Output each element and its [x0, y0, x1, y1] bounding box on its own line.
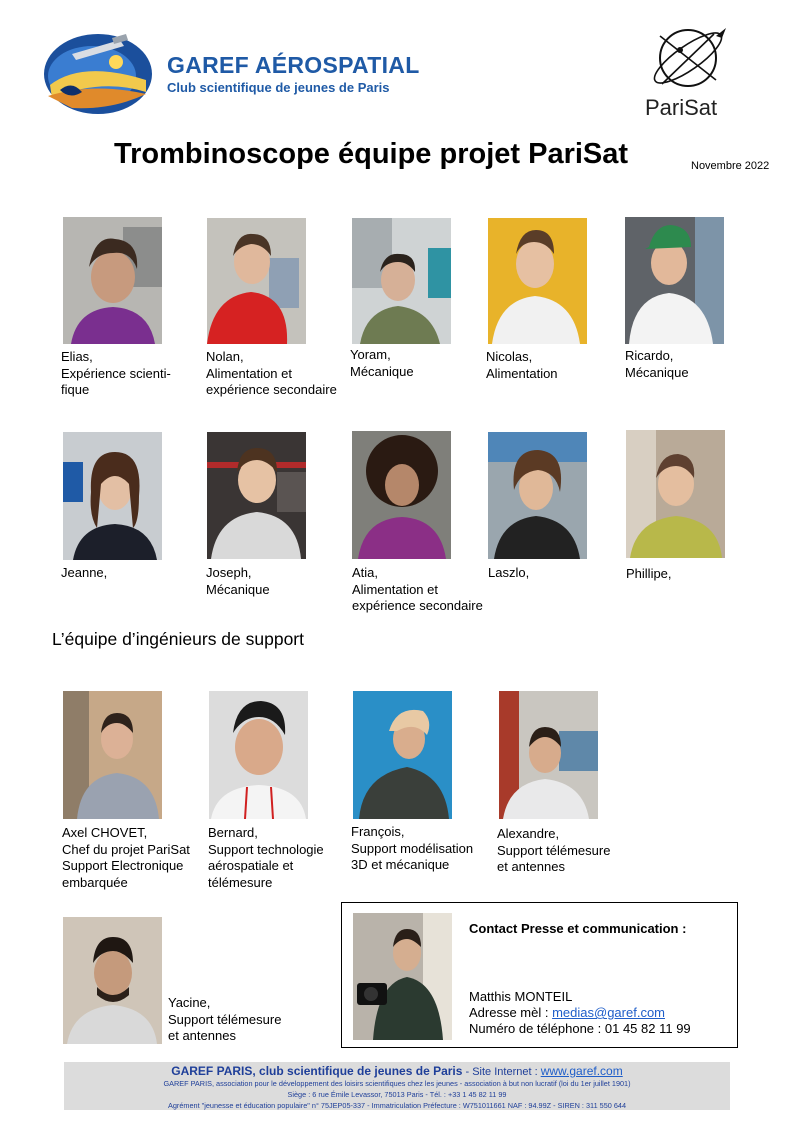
footer-line-main	[64, 1064, 730, 1078]
member-name: Nolan,	[206, 349, 244, 364]
photo-nicolas	[488, 218, 587, 344]
member-caption-alexandre	[497, 826, 610, 876]
photo-yacine	[63, 917, 162, 1044]
member-caption-ricardo	[625, 348, 689, 381]
member-role: Support modélisation	[351, 840, 474, 856]
photo-phillipe	[626, 430, 725, 558]
document-date: Novembre 2022	[691, 160, 770, 172]
contact-phone-row	[469, 1021, 691, 1036]
parisat-logo-text: PariSat	[645, 95, 718, 120]
photo-laszlo	[488, 432, 587, 559]
member-name: Atia,	[352, 565, 379, 580]
org-name: GAREF AÉROSPATIAL	[167, 52, 420, 78]
member-name: Yacine,	[168, 995, 211, 1010]
member-role: Alimentation	[486, 365, 558, 381]
member-role: et antennes	[168, 1028, 236, 1043]
member-role: Support télémesure	[497, 842, 611, 858]
member-caption-elias	[61, 349, 171, 399]
member-caption-yacine	[168, 995, 281, 1045]
member-caption-axel	[62, 825, 190, 891]
member-role: Expérience scienti-	[61, 365, 171, 381]
contact-email-link[interactable]: medias@garef.com	[552, 1005, 665, 1020]
member-caption-francois	[351, 824, 473, 874]
page-title: Trombinoscope équipe projet PariSat	[114, 138, 629, 170]
contact-phone-label: Numéro de téléphone :	[469, 1021, 605, 1036]
member-caption-bernard	[208, 825, 324, 891]
member-role: et antennes	[497, 859, 565, 874]
member-role: Support technologie	[208, 841, 324, 857]
footer-desc: club scientifique de jeunes de Paris	[255, 1064, 463, 1078]
photo-nolan	[207, 218, 306, 344]
member-role: 3D et mécanique	[351, 857, 450, 872]
photo-alexandre	[499, 691, 598, 819]
footer-registration-line: Agrément "jeunesse et éducation populaire" n° 75JEP05-337 - Immatriculation Préfecture : W751011661 NAF : 94.99Z - SIREN : 311 550 644	[167, 1101, 627, 1110]
member-name: Joseph,	[206, 565, 252, 580]
photo-axel	[63, 691, 162, 819]
footer	[64, 1062, 730, 1110]
photo-matthis	[353, 913, 452, 1040]
member-role: Mécanique	[206, 581, 270, 597]
footer-site-label: - Site Internet :	[462, 1066, 541, 1078]
photo-yoram	[352, 218, 451, 344]
contact-name: Matthis MONTEIL	[469, 989, 573, 1004]
member-caption-phillipe	[626, 566, 672, 583]
photo-jeanne	[63, 432, 162, 560]
member-role: fique	[61, 382, 90, 397]
member-role: télémesure	[208, 874, 273, 890]
member-name: Nicolas,	[486, 349, 533, 364]
footer-website-link[interactable]: www.garef.com	[540, 1064, 623, 1078]
member-role: Support Electronique	[62, 858, 184, 873]
member-caption-laszlo	[488, 565, 529, 582]
footer-association-line: GAREF PARIS, association pour le développement des loisirs scientifiques chez les jeunes - association à but non lucratif (loi du 1er juillet 1901)	[163, 1079, 631, 1088]
footer-address-line: Siège : 6 rue Émile Levassor, 75013 Paris - Tél. : +33 1 45 82 11 99	[287, 1090, 507, 1099]
member-caption-nolan	[206, 349, 337, 399]
member-name: Axel CHOVET,	[62, 825, 148, 840]
member-role: embarquée	[62, 874, 128, 890]
contact-title: Contact Presse et communication :	[469, 921, 687, 936]
member-role: Mécanique	[350, 363, 414, 379]
member-role: expérience secondaire	[206, 382, 337, 397]
member-caption-yoram	[350, 347, 414, 380]
photo-joseph	[207, 432, 306, 559]
photo-bernard	[209, 691, 308, 819]
footer-org: GAREF PARIS,	[171, 1064, 256, 1078]
org-subtitle: Club scientifique de jeunes de Paris	[167, 80, 390, 95]
photo-atia	[352, 431, 451, 559]
photo-elias	[63, 217, 162, 344]
member-name: Alexandre,	[497, 826, 560, 841]
member-role: Alimentation et	[206, 365, 292, 381]
member-role: Alimentation et	[352, 581, 438, 597]
member-caption-jeanne	[61, 565, 107, 582]
member-name: François,	[351, 824, 405, 839]
member-name: Bernard,	[208, 825, 258, 840]
member-role: Chef du projet PariSat	[62, 841, 190, 857]
contact-email-row	[469, 1005, 665, 1020]
member-role: Mécanique	[625, 364, 689, 380]
photo-ricardo	[625, 217, 724, 344]
member-name: Jeanne,	[61, 565, 108, 580]
member-caption-nicolas	[486, 349, 558, 382]
member-name: Laszlo,	[488, 565, 530, 580]
member-role: Support télémesure	[168, 1011, 282, 1027]
contact-phone: 01 45 82 11 99	[604, 1021, 691, 1036]
garef-logo	[42, 30, 154, 116]
photo-francois	[353, 691, 452, 819]
member-role: expérience secondaire	[352, 598, 483, 613]
support-section-title: L’équipe d’ingénieurs de support	[52, 629, 304, 649]
member-name: Ricardo,	[625, 348, 674, 363]
member-caption-joseph	[206, 565, 270, 598]
contact-email-label: Adresse mèl :	[469, 1005, 553, 1020]
member-name: Yoram,	[350, 347, 391, 362]
member-caption-atia	[352, 565, 483, 615]
member-role: aérospatiale et	[208, 858, 294, 873]
member-name: Phillipe,	[626, 566, 672, 581]
member-name: Elias,	[61, 349, 93, 364]
